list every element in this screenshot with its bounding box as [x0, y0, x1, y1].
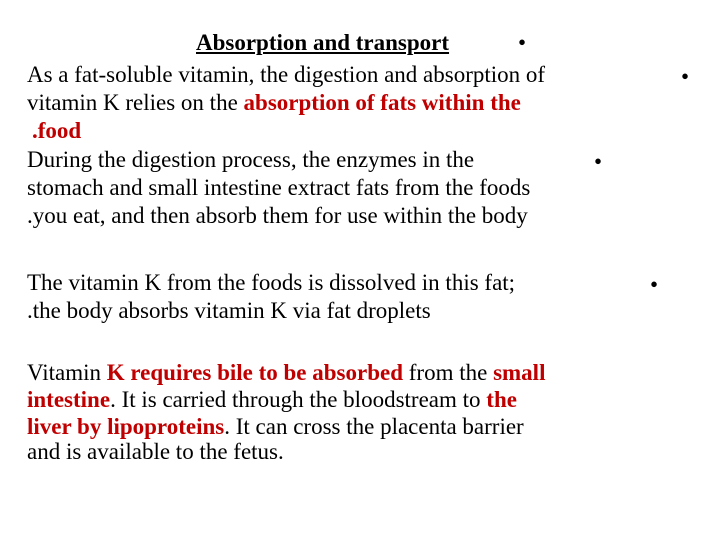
paragraph2-line3: .you eat, and then absorb them for use within the body: [27, 203, 528, 228]
paragraph2-line1: During the digestion process, the enzymes in the: [27, 147, 475, 172]
paragraph4-line2-highlight: intestine: [27, 387, 111, 412]
paragraph4-line1-highlight2: small: [493, 360, 546, 385]
paragraph4-line4: and is available to the fetus.: [27, 439, 284, 464]
paragraph1-line2-highlight: absorption of fats within the: [243, 90, 521, 115]
paragraph3-bullet: •: [650, 272, 659, 297]
paragraph4-line1: [27, 361, 545, 385]
paragraph1-line2: [27, 91, 521, 115]
paragraph1-bullet: •: [681, 64, 690, 89]
paragraph1-line2-plain: vitamin K relies on the: [27, 90, 244, 115]
paragraph4-line3-plain: . It can cross the placenta barrier: [224, 414, 524, 439]
paragraph4-line1-plain: Vitamin: [27, 360, 107, 385]
paragraph1-line3-dot: .: [32, 118, 38, 143]
title-bullet: •: [518, 30, 527, 55]
paragraph2-line2: stomach and small intestine extract fats from the foods: [27, 175, 531, 200]
paragraph1-line3: [32, 119, 81, 143]
paragraph4-line3: [27, 415, 524, 439]
paragraph4-line1-highlight: K requires bile to be absorbed: [106, 360, 403, 385]
paragraph4-line2-highlight2: the: [486, 387, 517, 412]
paragraph4-line3-highlight: liver by lipoproteins: [27, 414, 225, 439]
slide-title: Absorption and transport: [196, 30, 450, 55]
paragraph1-line1: As a fat-soluble vitamin, the digestion and absorption of: [27, 62, 546, 87]
paragraph3-line1: The vitamin K from the foods is dissolved in this fat;: [27, 270, 516, 295]
paragraph2-bullet: •: [594, 149, 603, 174]
paragraph4-line2: [27, 388, 517, 412]
paragraph1-line3-highlight: food: [37, 118, 82, 143]
paragraph4-line1-plain2: from the: [403, 360, 494, 385]
paragraph3-line2: .the body absorbs vitamin K via fat droplets: [27, 298, 431, 323]
paragraph4-line2-plain: . It is carried through the bloodstream to: [110, 387, 487, 412]
